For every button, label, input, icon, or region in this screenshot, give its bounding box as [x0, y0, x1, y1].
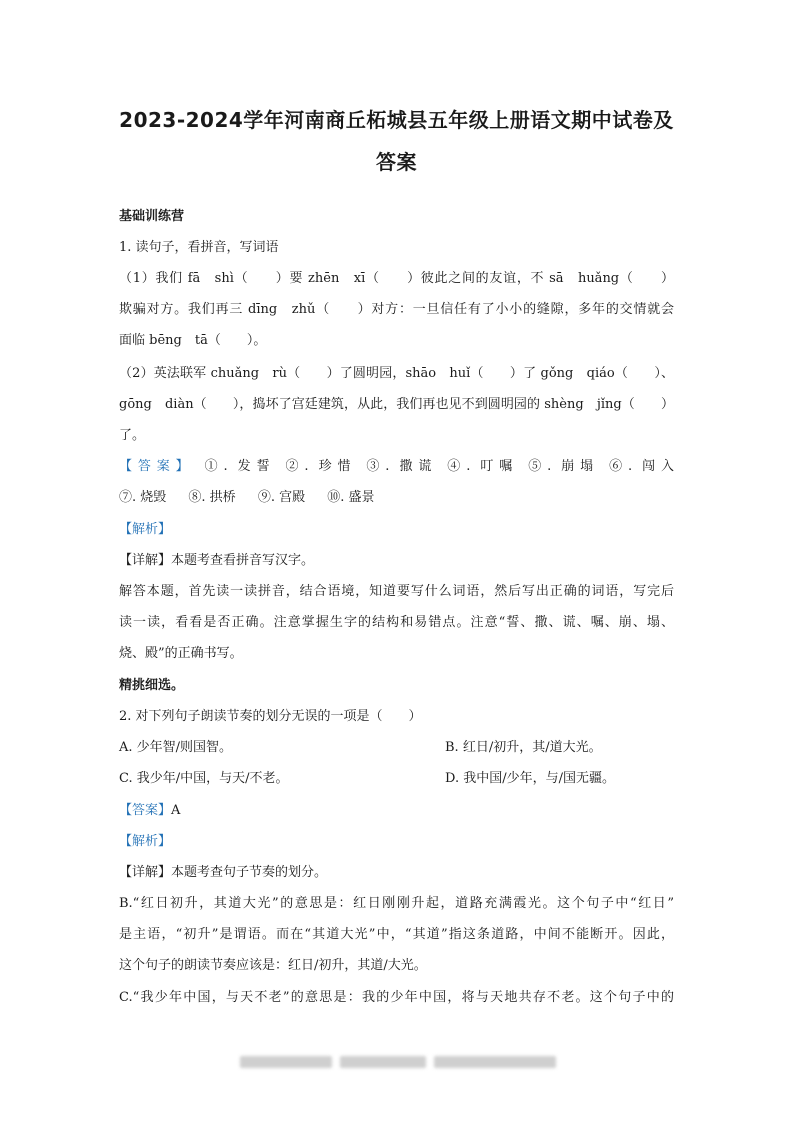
answer-item: ⑦. 烧毁 — [119, 490, 167, 505]
answer-row-q2 — [119, 802, 180, 820]
document-title-line1: 2023-2024学年河南商丘柘城县五年级上册语文期中试卷及 — [119, 108, 674, 132]
answer-label: 【答案】 — [119, 459, 195, 474]
question-2-stem: 2. 对下列句子朗读节奏的划分无误的一项是（ ） — [119, 709, 422, 724]
answer-item: ④. 叮嘱 — [447, 459, 519, 474]
answer-row-1 — [119, 458, 674, 476]
answer-item: ②. 珍惜 — [285, 459, 357, 474]
answer-item: ⑤. 崩塌 — [528, 459, 600, 474]
option-c: C. 我少年/中国，与天/不老。 — [119, 771, 289, 786]
question-1-line: （2）英法联军 chuǎng rù（ ）了圆明园，shāo huǐ（ ）了 gǒng qiáo（ ）、 — [119, 366, 674, 381]
document-title-line2: 答案 — [376, 150, 417, 174]
analysis-label: 【解析】 — [119, 834, 172, 849]
section-heading-basic: 基础训练营 — [119, 209, 185, 224]
question-1-line: gōng diàn（ ），捣坏了宫廷建筑，从此，我们再也见不到圆明园的 shèng jǐng（ ） — [119, 397, 674, 412]
question-1-line: （1）我们 fā shì（ ）要 zhēn xī（ ）彼此之间的友谊，不 sā huǎng（ ） — [119, 271, 674, 286]
answer-row-2 — [119, 489, 392, 507]
explanation-line: 读一读，看看是否正确。注意掌握生字的结构和易错点。注意“誓、撒、谎、嘱、崩、塌、 — [119, 615, 674, 630]
answer-item: ③. 撒谎 — [366, 459, 438, 474]
answer-label: 【答案】 — [119, 803, 172, 818]
explanation-line: B.“红日初升，其道大光”的意思是：红日刚刚升起，道路充满霞光。这个句子中“红日” — [119, 896, 674, 911]
detail-text: 本题考查看拼音写汉字。 — [171, 553, 315, 568]
answer-item: ⑩. 盛景 — [327, 490, 375, 505]
answer-item: ⑥. 闯入 — [609, 459, 675, 474]
detail-text: 本题考查句子节奏的划分。 — [171, 865, 328, 880]
question-1-line: 了。 — [119, 428, 146, 443]
analysis-label: 【解析】 — [119, 522, 172, 537]
explanation-line: C.“我少年中国，与天不老”的意思是：我的少年中国，将与天地共存不老。这个句子中的 — [119, 990, 674, 1005]
detail-row — [119, 552, 314, 570]
option-b: B. 红日/初升，其/道大光。 — [445, 740, 602, 755]
explanation-line: 解答本题，首先读一读拼音，结合语境，知道要写什么词语，然后写出正确的词语，写完后 — [119, 584, 674, 599]
answer-item: ⑨. 宫殿 — [257, 490, 306, 505]
blurred-footer-watermark — [240, 1056, 556, 1068]
answer-item: ①. 发誓 — [204, 459, 276, 474]
question-1-stem: 1. 读句子，看拼音，写词语 — [119, 240, 279, 255]
section-heading-select: 精挑细选。 — [119, 678, 185, 693]
explanation-line: 烧、殿”的正确书写。 — [119, 646, 243, 661]
answer-value: A — [171, 803, 181, 818]
explanation-line: 这个句子的朗读节奏应该是：红日/初升，其道/大光。 — [119, 958, 427, 973]
detail-row — [119, 864, 327, 882]
option-d: D. 我中国/少年，与/国无疆。 — [445, 771, 615, 786]
detail-label: 【详解】 — [119, 865, 172, 880]
question-1-line: 欺骗对方。我们再三 dīng zhǔ（ ）对方：一旦信任有了小小的缝隙，多年的交情就会 — [119, 302, 674, 317]
explanation-line: 是主语，“初升”是谓语。而在“其道大光”中，“其道”指这条道路，中间不能断开。因此， — [119, 927, 674, 942]
option-a: A. 少年智/则国智。 — [119, 740, 233, 755]
answer-item: ⑧. 拱桥 — [188, 490, 236, 505]
question-1-line: 面临 bēng tā（ ）。 — [119, 333, 267, 348]
detail-label: 【详解】 — [119, 553, 172, 568]
